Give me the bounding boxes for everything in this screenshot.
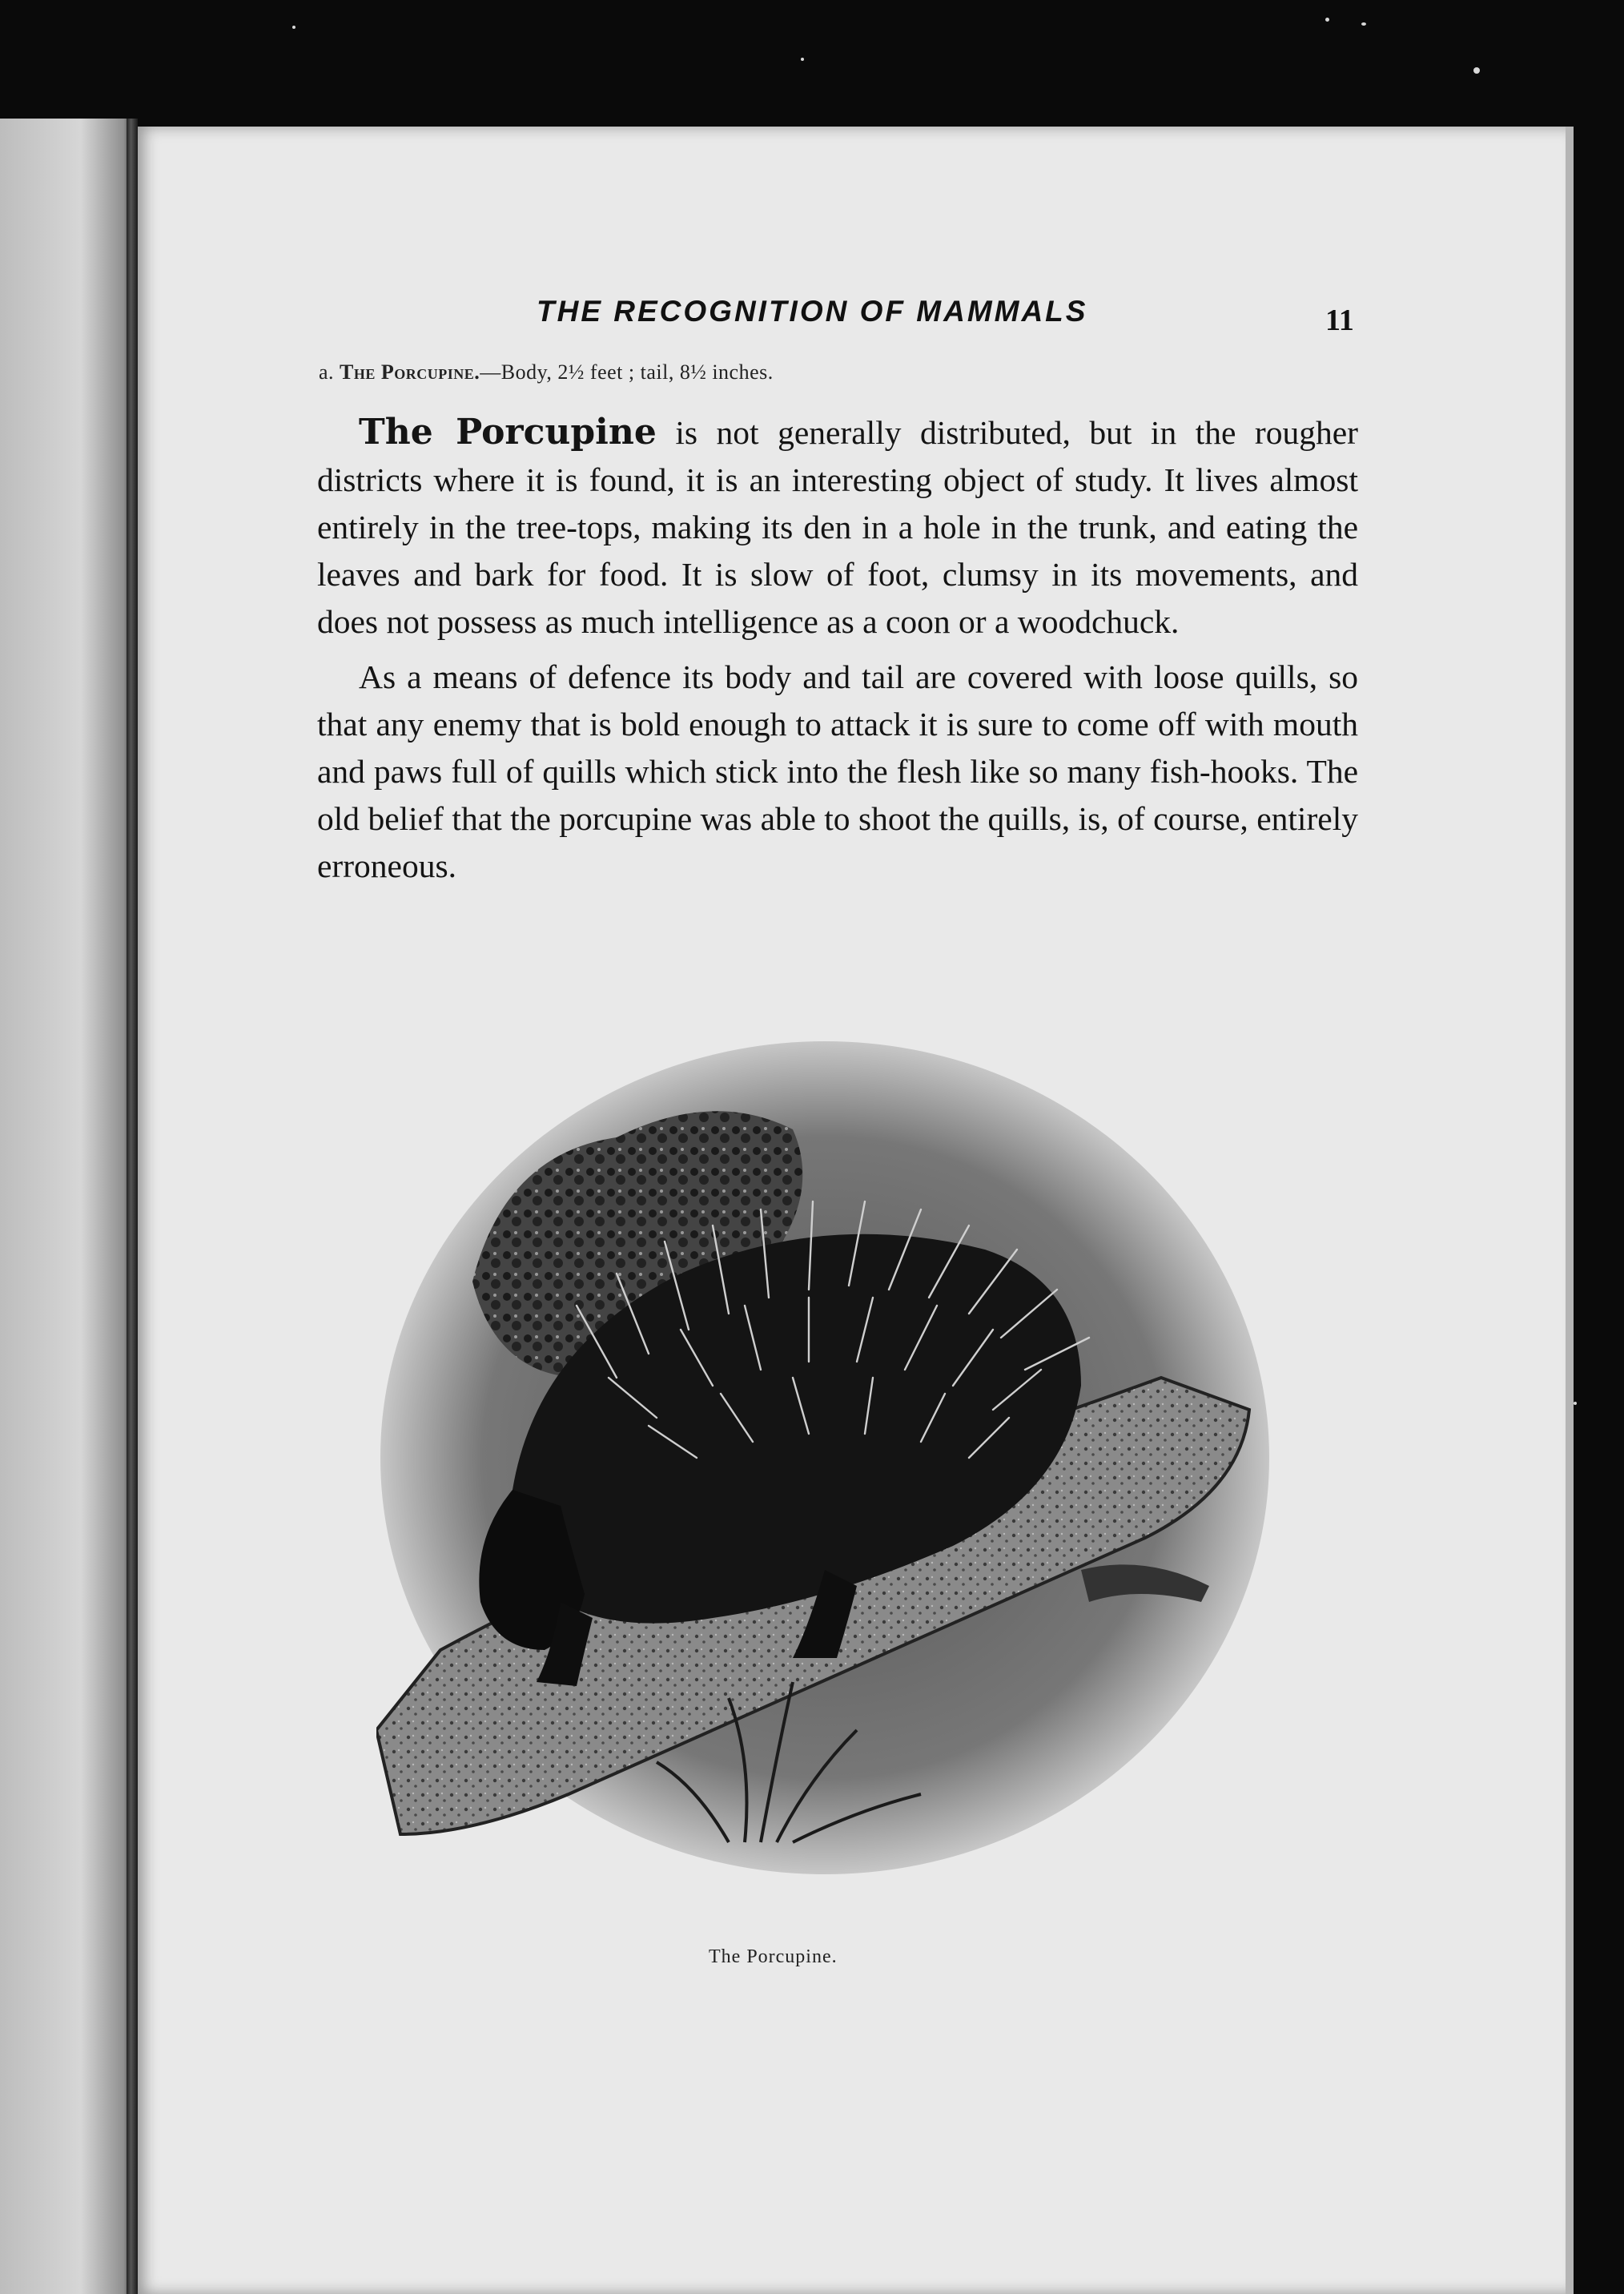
running-head: THE RECOGNITION OF MAMMALS bbox=[537, 295, 1088, 328]
scan-speck bbox=[801, 58, 804, 61]
scan-speck bbox=[1574, 1402, 1577, 1405]
scan-speck bbox=[292, 26, 295, 29]
figure-caption: The Porcupine. bbox=[709, 1946, 838, 1967]
species-number: a. bbox=[319, 360, 335, 384]
scan-speck bbox=[1325, 18, 1329, 22]
page-number: 11 bbox=[1325, 304, 1354, 337]
paragraph-1 bbox=[317, 408, 1358, 646]
species-measurements: —Body, 2½ feet ; tail, 8½ inches. bbox=[480, 360, 774, 384]
paragraph-1-text: is not generally distributed, but in the rougher districts where it is found, it is an interesting object of study. It lives almost entirely in the tree-tops, making its den in a hole in the trunk, and eating the leaves and bark for food. It is slow of foot, clumsy in its movements, and does not possess as much intelligence as a coon or a woodchuck. bbox=[317, 414, 1358, 640]
body-text bbox=[317, 408, 1358, 890]
scan-speck bbox=[1361, 22, 1366, 26]
porcupine-illustration bbox=[376, 1041, 1281, 1890]
book-spine-shadow bbox=[127, 119, 138, 2294]
species-heading bbox=[319, 360, 774, 384]
species-name: The Porcupine. bbox=[340, 360, 480, 384]
porcupine-engraving bbox=[376, 1041, 1281, 1890]
paragraph-2: As a means of defence its body and tail are covered with loose quills, so that any enemy that is bold enough to attack it is sure to come off with mouth and paws full of quills which stick into the flesh like so many fish-hooks. The old belief that the porcupine was able to shoot the quills, is, of course, entirely erroneous. bbox=[317, 658, 1358, 884]
scan-speck bbox=[1473, 67, 1480, 74]
page-edge bbox=[1566, 127, 1574, 2294]
lead-term: The Porcupine bbox=[359, 412, 657, 453]
facing-page-edge bbox=[0, 119, 135, 2294]
